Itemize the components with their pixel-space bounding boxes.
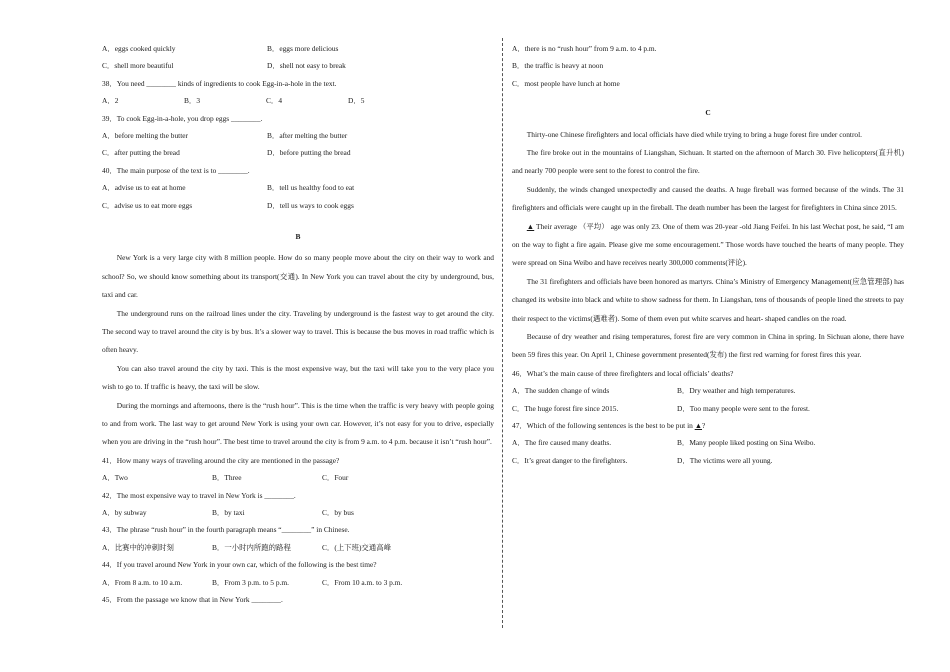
question-45: 45．From the passage we know that in New York ________.	[102, 594, 283, 604]
passage-b-paragraph-4: During the mornings and afternoons, there is the “rush hour”. This is the time when the traffic is very heavy with people going to and from work. The last way to get around New York is using your own car. However, it’s not easy for you to drive, especially when you are driving in the “rush hour”. The best time to travel around the city is from 9 a.m. to 4 p.m. because it isn’t “rush hour”.	[102, 400, 494, 447]
left-column	[102, 40, 494, 608]
q46-options-row1	[512, 382, 904, 399]
option[interactable]: C．shell more beautiful	[102, 61, 174, 71]
q41-options	[102, 469, 494, 486]
option[interactable]: C．The huge forest fire since 2015.	[512, 403, 619, 413]
q45-option-c[interactable]: C．most people have lunch at home	[512, 78, 620, 88]
option[interactable]: B．Many people liked posting on Sina Weibo.	[677, 438, 816, 448]
option[interactable]: B．tell us healthy food to eat	[267, 183, 355, 193]
q37-options-row2	[102, 57, 494, 74]
passage-b-paragraph-2: The underground runs on the railroad lines under the city. Traveling by underground is the fastest way to get around the city. The second way to travel around the city is by bus. It’s a slower way to travel. This is because the bus moves in road traffic which is often heavy.	[102, 308, 494, 355]
option[interactable]: D．tell us ways to cook eggs	[267, 200, 354, 210]
answer-blank: ▲	[526, 221, 535, 231]
q47-options-row2	[512, 452, 904, 469]
q45-option-a[interactable]: A．there is no “rush hour” from 9 a.m. to 4 p.m.	[512, 44, 657, 53]
option[interactable]: A．比赛中的冲刺时刻	[102, 542, 174, 552]
option[interactable]: A．2	[102, 96, 119, 106]
q39-options-row1	[102, 127, 494, 144]
question-43: 43．The phrase “rush hour” in the fourth paragraph means “________” in Chinese.	[102, 525, 350, 535]
option[interactable]: A．before melting the butter	[102, 130, 188, 140]
q46-options-row2	[512, 400, 904, 417]
option[interactable]: B．一小时内所跑的路程	[212, 542, 291, 552]
passage-c-paragraph-4	[512, 218, 904, 273]
option[interactable]: C．Four	[322, 473, 349, 483]
option[interactable]: C．after putting the bread	[102, 148, 180, 158]
option[interactable]: A．eggs cooked quickly	[102, 44, 176, 53]
option[interactable]: C．It’s great danger to the firefighters.	[512, 455, 628, 465]
section-heading-b: B	[295, 231, 301, 241]
option[interactable]: A．advise us to eat at home	[102, 183, 186, 193]
option[interactable]: A．From 8 a.m. to 10 a.m.	[102, 577, 183, 587]
option[interactable]: C．by bus	[322, 507, 354, 517]
option[interactable]: A．by subway	[102, 507, 147, 517]
option[interactable]: B．3	[184, 96, 201, 106]
paragraph-text: Their average （平均） age was only 23. One of them was 20-year -old Jiang Feifei. In his last Wechat post, he said, “I am on the way to fight a fire again. Please give me some encouragement.” Those words have touched the hearts of many people. They were spread on Sina Weibo and have receives nearly 300,000 comments(评论).	[512, 221, 904, 268]
passage-c-paragraph-5: The 31 firefighters and officials have been honored as martyrs. China’s Ministry of Emergency Management(应急管理部) has changed its website into black and white to show sadness for them. In Liangshan, tens of thousands of people lined the streets to pay their respect to the victims(遇难者). Some of them even put white scarves and heart- shaped candles on the road.	[512, 276, 904, 323]
question-40: 40．The main purpose of the text is to ________.	[102, 165, 250, 175]
question-46: 46．What’s the main cause of three firefighters and local officials’ deaths?	[512, 368, 734, 378]
option[interactable]: B．eggs more delicious	[267, 44, 339, 53]
q47-options-row1	[512, 434, 904, 451]
question-39: 39．To cook Egg-in-a-hole, you drop eggs ________.	[102, 113, 263, 123]
passage-c-paragraph-3: Suddenly, the winds changed unexpectedly and caused the deaths. A huge fireball was formed because of the winds. The 31 firefighters and officials were caught up in the fireball. The death number has been the largest for firefighters in China since 2015.	[512, 184, 904, 213]
q40-options-row2	[102, 197, 494, 214]
q42-options	[102, 504, 494, 521]
q43-options	[102, 539, 494, 556]
option[interactable]: C．4	[266, 96, 283, 106]
q40-options-row1	[102, 179, 494, 196]
column-divider	[502, 38, 503, 628]
right-column	[512, 40, 904, 469]
q38-options	[102, 92, 494, 109]
option[interactable]: D．shell not easy to break	[267, 61, 346, 71]
passage-b-paragraph-3: You can also travel around the city by taxi. This is the most expensive way, but the taxi will take you to the very place you wish to go to. If traffic is heavy, the taxi will be slow.	[102, 363, 494, 392]
q44-options	[102, 574, 494, 591]
option[interactable]: D．The victims were all young.	[677, 455, 773, 465]
option[interactable]: D．Too many people were sent to the forest.	[677, 403, 810, 413]
q45-option-b[interactable]: B．the traffic is heavy at noon	[512, 61, 604, 71]
passage-b-paragraph-1: New York is a very large city with 8 million people. How do so many people move about the city on their way to work and school? So, we should know something about its transport(交通). In New York you can travel about the city by underground, bus, taxi and car.	[102, 253, 494, 300]
option[interactable]: B．From 3 p.m. to 5 p.m.	[212, 577, 289, 587]
option[interactable]: B．after melting the butter	[267, 130, 348, 140]
question-44: 44．If you travel around New York in your own car, which of the following is the best time?	[102, 560, 377, 570]
question-38: 38．You need ________ kinds of ingredients to cook Egg-in-a-hole in the text.	[102, 78, 337, 88]
passage-c-paragraph-2: The fire broke out in the mountains of Liangshan, Sichuan. It started on the afternoon of March 30. Five helicopters(直升机) and nearly 700 people were sent to the forest to control the fire.	[512, 147, 904, 176]
option[interactable]: D．before putting the bread	[267, 148, 351, 158]
option[interactable]: A．Two	[102, 473, 128, 483]
option[interactable]: D．5	[348, 96, 365, 106]
question-47	[512, 417, 904, 434]
option[interactable]: B．by taxi	[212, 507, 245, 517]
q39-options-row2	[102, 144, 494, 161]
option[interactable]: C．advise us to eat more eggs	[102, 200, 193, 210]
passage-c-paragraph-6: Because of dry weather and rising temperatures, forest fire are very common in China in spring. In Sichuan alone, there have been 59 fires this year. On April 1, Chinese government presented(发布) the first red warning for forest fires this year.	[512, 332, 904, 360]
question-42: 42．The most expensive way to travel in New York is ________.	[102, 490, 296, 500]
option[interactable]: A．The sudden change of winds	[512, 386, 610, 396]
option[interactable]: B．Three	[212, 473, 242, 483]
option[interactable]: C．(上下班)交通高峰	[322, 542, 391, 552]
question-text-end: ?	[702, 421, 706, 431]
option[interactable]: A．The fire caused many deaths.	[512, 438, 612, 448]
option[interactable]: B．Dry weather and high temperatures.	[677, 386, 796, 396]
question-text: 47．Which of the following sentences is the best to be put in	[512, 421, 695, 431]
answer-blank: ▲	[694, 421, 703, 431]
option[interactable]: C．From 10 a.m. to 3 p.m.	[322, 577, 403, 587]
q37-options-row1	[102, 40, 494, 57]
question-41: 41．How many ways of traveling around the city are mentioned in the passage?	[102, 455, 340, 465]
section-heading-c: C	[705, 108, 711, 118]
passage-c-paragraph-1: Thirty-one Chinese firefighters and local officials have died while trying to bring a huge forest fire under control.	[526, 129, 863, 139]
